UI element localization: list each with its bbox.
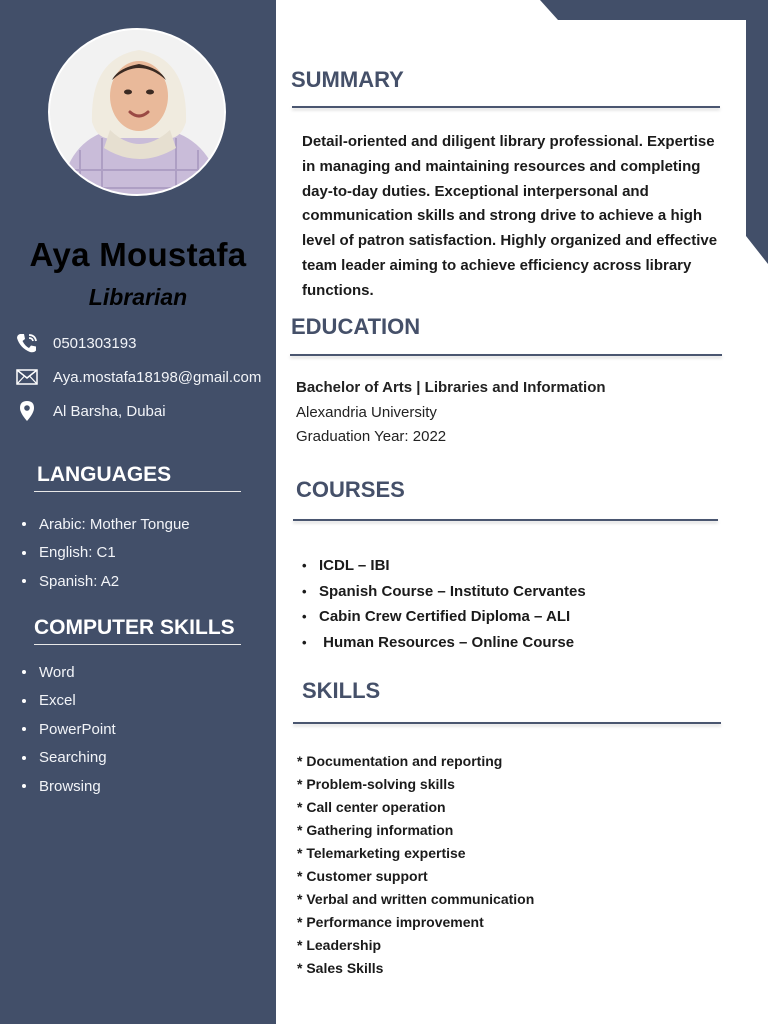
corner-decoration-top	[540, 0, 768, 20]
skills-list	[297, 749, 534, 980]
courses-heading: COURSES	[296, 477, 405, 502]
list-item: Spanish: A2	[22, 567, 190, 596]
location-pin-icon	[14, 400, 40, 422]
list-item: PowerPoint	[22, 715, 116, 744]
list-item: Excel	[22, 687, 116, 716]
languages-list	[22, 510, 190, 596]
skills-divider	[293, 722, 721, 724]
education-degree: Bachelor of Arts | Libraries and Information	[296, 379, 606, 396]
list-item: English: C1	[22, 539, 190, 568]
list-item: * Telemarketing expertise	[297, 844, 466, 861]
education-heading: EDUCATION	[291, 314, 421, 339]
list-item: Arabic: Mother Tongue	[22, 510, 190, 539]
list-item: * Problem-solving skills	[297, 775, 455, 792]
list-item: * Sales Skills	[297, 960, 384, 977]
courses-list	[302, 553, 586, 655]
contact-phone	[14, 332, 136, 354]
list-item: * Leadership	[297, 937, 382, 954]
list-item: * Gathering information	[297, 821, 454, 838]
list-item: * Performance improvement	[297, 914, 484, 931]
summary-text: Detail-oriented and diligent library professional. Expertise in managing and maintaining resources and completing day-to-day duties. Exceptional interpersonal and communication skills and strong drive to achieve a high level of patron satisfaction. Highly organized and effective team leader aiming to achieve efficiency across library functions.	[302, 133, 718, 299]
phone-number[interactable]: 0501303193	[53, 334, 137, 352]
courses-divider	[293, 519, 718, 521]
languages-heading: LANGUAGES	[34, 463, 241, 492]
list-item: • Spanish Course – Instituto Cervantes	[302, 582, 586, 600]
education-graduation: Graduation Year: 2022	[296, 428, 447, 445]
list-item: Browsing	[22, 772, 116, 801]
corner-decoration-right	[746, 0, 768, 264]
summary-heading: SUMMARY	[291, 67, 404, 92]
envelope-icon	[14, 366, 40, 388]
contact-email	[14, 366, 261, 388]
computer-skills-list	[22, 658, 116, 801]
profile-photo	[48, 28, 226, 196]
list-item: * Verbal and written communication	[297, 891, 535, 908]
contact-location	[14, 400, 166, 422]
list-item: • Human Resources – Online Course	[302, 633, 575, 651]
location-text: Al Barsha, Dubai	[53, 402, 166, 420]
list-item: Searching	[22, 744, 116, 773]
skills-heading: SKILLS	[302, 678, 381, 703]
education-divider	[290, 354, 722, 356]
list-item: * Documentation and reporting	[297, 752, 503, 769]
list-item: * Call center operation	[297, 798, 446, 815]
summary-divider	[292, 106, 720, 108]
job-title: Librarian	[88, 284, 188, 310]
education-school: Alexandria University	[296, 404, 437, 421]
computer-skills-heading: COMPUTER SKILLS	[34, 616, 241, 645]
candidate-name: Aya Moustafa	[29, 236, 247, 273]
list-item: • Cabin Crew Certified Diploma – ALI	[302, 608, 571, 626]
list-item: Word	[22, 658, 116, 687]
profile-photo-illustration	[50, 30, 226, 196]
list-item: • ICDL – IBI	[302, 557, 390, 575]
phone-icon	[14, 332, 40, 354]
list-item: * Customer support	[297, 868, 428, 885]
email-address[interactable]: Aya.mostafa18198@gmail.com	[53, 368, 262, 386]
